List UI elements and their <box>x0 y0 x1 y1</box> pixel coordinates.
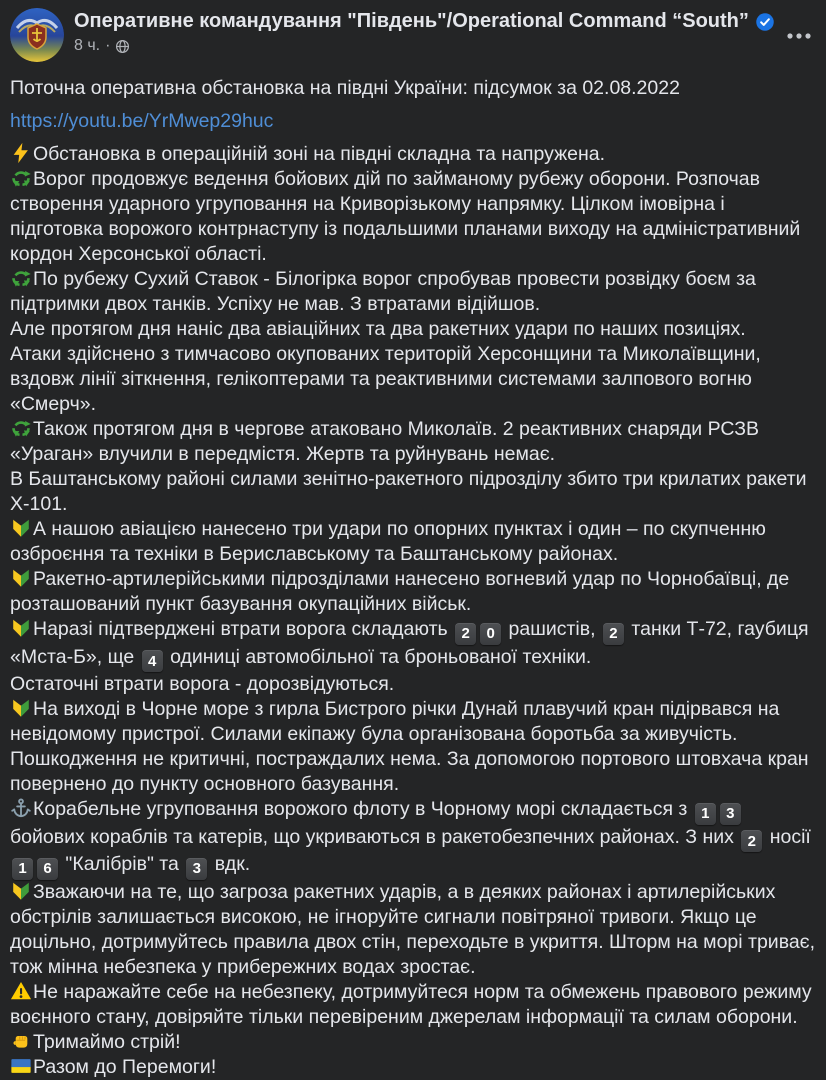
keycap-digit: 2 <box>455 623 476 645</box>
keycap-digit: 1 <box>12 858 33 880</box>
beginner-badge-icon <box>10 517 32 539</box>
lightning-icon <box>10 142 32 164</box>
post-link[interactable]: https://youtu.be/YrMwep29huc <box>10 110 274 132</box>
post-paragraph: Не наражайте себе на небезпеку, дотримуйтеся норм та обмежень правового режиму воєнного стану, довіряйте тільки перевіреним джерелам інформації та силам оборони. <box>10 980 812 1028</box>
page-name[interactable]: Оперативне командування "Південь"/Operational Command “South” <box>74 10 749 32</box>
post-content <box>0 62 826 1080</box>
post-meta <box>74 37 776 55</box>
post-paragraph: Але протягом дня наніс два авіаційних та два ракетних удари по наших позиціях. <box>10 318 746 340</box>
post-paragraph: Остаточні втрати ворога - дорозвідуються. <box>10 673 395 695</box>
post-paragraph: Тримаймо стрій! <box>10 1030 816 1055</box>
header-info <box>74 8 776 55</box>
meta-separator: · <box>105 37 111 54</box>
keycap-digit: 2 <box>741 830 762 852</box>
keycap-digit: 0 <box>480 623 501 645</box>
post-paragraph: Ракетно-артилерійськими підрозділами нанесено вогневий удар по Чорнобаївці, де розташований пункт базування окупаційних військ. <box>10 568 790 615</box>
globe-icon <box>115 39 130 54</box>
post-paragraph: Атаки здійснено з тимчасово окупованих територій Херсонщини та Миколаївщини, вздовж лінії зіткнення, гелікоптерами та реактивними системами залпового вогню «Смерч». <box>10 343 761 415</box>
post-header <box>0 0 826 62</box>
recycle-icon <box>10 267 32 289</box>
keycap-digit: 6 <box>37 858 58 880</box>
post-paragraph: По рубежу Сухий Ставок - Білогірка ворог спробував провести розвідку боєм за підтримки двох танків. Успіху не мав. З втратами відійшов. <box>10 268 756 315</box>
post-paragraph: На виході в Чорне море з гирла Бистрого річки Дунай плавучий кран підірвався на невідомому пристрої. Силами екіпажу була організована боротьба за живучість. <box>10 698 780 745</box>
post-paragraph: Обстановка в операційній зоні на півдні складна та напружена. <box>10 142 816 167</box>
post-paragraph: Також протягом дня в чергове атаковано Миколаїв. 2 реактивних снаряди РСЗВ «Ураган» влучили в передмістя. Жертв та руйнувань немає. <box>10 418 760 465</box>
post-paragraph: Ворог продовжує ведення бойових дій по займаному рубежу оборони. Розпочав створення ударного угруповання на Криворізькому напрямку. Цілком імовірна і підготовка ворожого контрнаступу із подальшими планами виходу на адміністративний кордон Херсонської області. <box>10 168 801 265</box>
post-paragraph: Корабельне угруповання ворожого флоту в Чорному морі складається з 1 3 бойових кораблів та катерів, що укриваються в ракетобезпечних районах. З них 2 носії 1 6 "Калібрів" та 3 вдк. <box>10 797 816 880</box>
ellipsis-icon <box>786 31 812 41</box>
warning-icon <box>10 980 32 1002</box>
anchor-icon <box>10 797 32 819</box>
keycap-digit: 3 <box>186 858 207 880</box>
post-headline: Поточна оперативна обстановка на півдні України: підсумок за 02.08.2022 <box>10 77 680 99</box>
post-paragraph: Наразі підтверджені втрати ворога складають 2 0 рашистів, 2 танки Т-72, гаубиця «Мста-Б», ще 4 одиниці автомобільної та броньованої техніки. <box>10 617 816 672</box>
ukraine-flag-icon <box>10 1055 32 1077</box>
beginner-badge-icon <box>10 617 32 639</box>
keycap-digit: 2 <box>603 623 624 645</box>
post-text <box>10 142 816 1080</box>
post-paragraph: Разом до Перемоги! <box>10 1055 816 1080</box>
post-paragraph: Зважаючи на те, що загроза ракетних ударів, а в деяких районах і артилерійських обстрілів залишається високою, не ігноруйте сигнали повітряної тривоги. Якщо це доцільно, дотримуйтесь правила двох стін, переходьте в укриття. Шторм на морі триває, тож мінна небезпека у прибережних водах зростає. <box>10 880 816 978</box>
page-name-row <box>74 10 776 33</box>
post-timestamp[interactable]: 8 ч. <box>74 37 101 54</box>
beginner-badge-icon <box>10 567 32 589</box>
page-avatar-emblem <box>10 8 64 62</box>
recycle-icon <box>10 417 32 439</box>
raised-fist-icon <box>10 1030 32 1052</box>
post-paragraph: В Баштанському районі силами зенітно-ракетного підрозділу збито три крилатих ракети Х-101. <box>10 468 807 515</box>
beginner-badge-icon <box>10 880 32 902</box>
recycle-icon <box>10 167 32 189</box>
keycap-digit: 1 <box>695 803 716 825</box>
keycap-digit: 3 <box>720 803 741 825</box>
page-avatar[interactable] <box>10 8 64 62</box>
verified-badge-icon <box>755 12 775 32</box>
post-paragraph: Пошкодження не критичні, постраждалих нема. За допомогою портового штовхача кран повернено до пункту основного базування. <box>10 748 809 795</box>
beginner-badge-icon <box>10 697 32 719</box>
keycap-digit: 4 <box>142 650 163 672</box>
post-menu-button[interactable] <box>776 24 812 48</box>
post-paragraph: А нашою авіацією нанесено три удари по опорних пунктах і один – по скупченню озброєння та техніки в Бериславському та Баштанському районах. <box>10 518 766 565</box>
